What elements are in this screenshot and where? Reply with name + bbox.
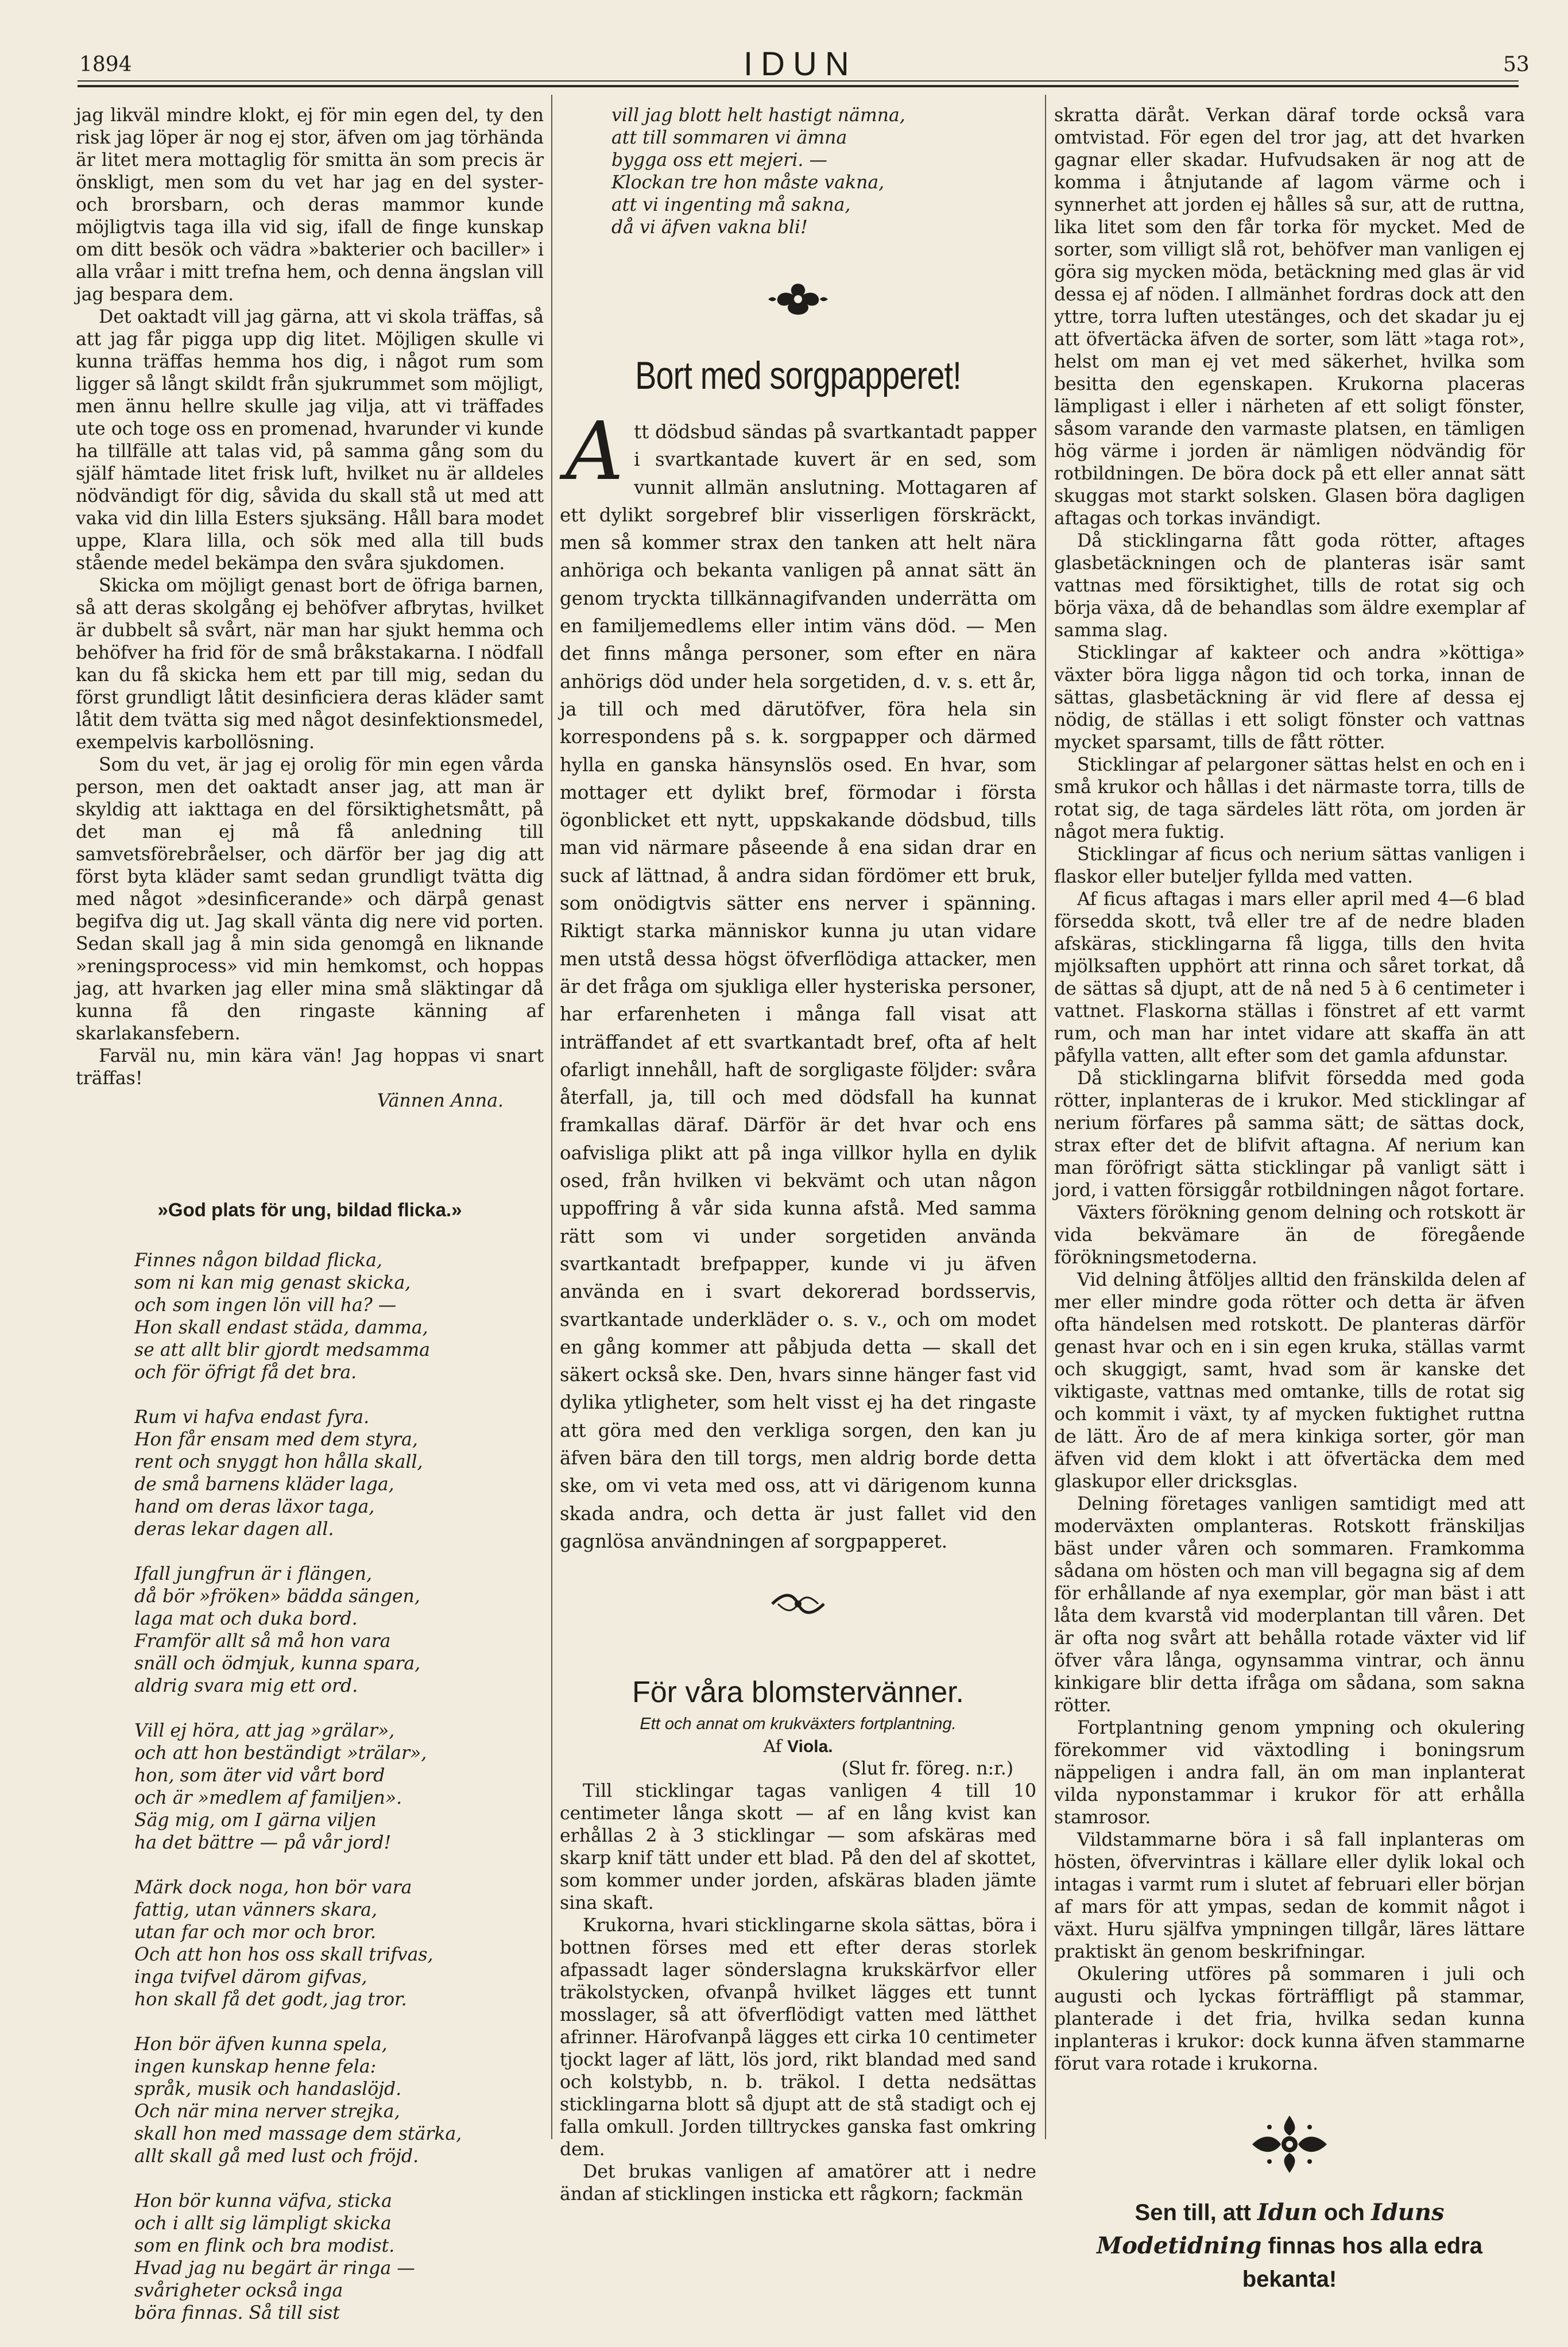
poem-continued <box>611 105 1036 239</box>
page-number: 53 <box>1503 53 1530 76</box>
poem-line: ha det bättre — på vår jord! <box>134 1832 392 1853</box>
poem-line: Hon bör äfven kunna spela, <box>134 2034 388 2055</box>
poem-line: Hon skall endast städa, damma, <box>134 1317 428 1338</box>
letter-paragraph: Det oaktadt vill jag gärna, att vi skola träffas, så att jag får pigga upp dig litet. Möjligen skulle vi kunna träffas hemma hos dig, i något rum som ligger så långt skildt från sjukrummet som möjligt, men ännu hellre skulle jag vilja, att vi träffades ute och toge oss en promenad, hvarunder vi kunde ha tillfälle att talas vid, på samma gång som du själf hämtade litet frisk luft, hvilket nu är alldeles nödvändigt för dig, såvida du skall stå ut med att vaka vid din lilla Esters sjuksäng. Håll bara modet uppe, Klara lilla, och sök med alla till buds stående medel bekämpa den svåra sjukdomen. <box>76 307 544 574</box>
masthead-title: IDUN <box>744 45 857 83</box>
ornament-icon <box>560 279 1036 319</box>
article-blom-paragraph: Växters förökning genom delning och rotskott är vida bekvämare än de föregående förökningsmetoderna. <box>1054 1203 1525 1268</box>
poem-line: att vi ingenting må sakna, <box>611 195 851 215</box>
ornament-icon <box>1054 2110 1525 2179</box>
column-1 <box>76 105 544 2347</box>
poem-line: och är »medlem af familjen». <box>134 1788 402 1808</box>
poem-line: Vill ej höra, att jag »grälar», <box>134 1720 395 1741</box>
poem-line: att till sommaren vi ämna <box>611 127 847 148</box>
poem-line: se att allt blir gjordt medsamma <box>134 1340 430 1360</box>
letter-article <box>76 105 544 1112</box>
poem-line: Säg mig, om I gärna viljen <box>134 1810 377 1831</box>
poem-stanza <box>134 2033 544 2168</box>
poem-line: deras lekar dagen all. <box>134 1519 334 1540</box>
poem-line: och att hon beständigt »trälar», <box>134 1743 427 1764</box>
author-name: Viola. <box>787 1737 833 1757</box>
poem-stanza <box>134 1563 544 1698</box>
poem-line: bygga oss ett mejeri. — <box>611 150 827 171</box>
poem-line: Klockan tre hon måste vakna, <box>611 172 885 193</box>
poem-line: då bör »fröken» bädda sängen, <box>134 1586 420 1607</box>
poem-line: snäll och ödmjuk, kunna spara, <box>134 1653 421 1674</box>
poem-line: Hon bör kunna väfva, sticka <box>134 2191 392 2211</box>
letter-paragraph: Skicka om möjligt genast bort de öfriga barnen, så att deras skolgång ej behöfver afbrytas, hvilket är dubbelt så svårt, när man har sjukt hemma och behöfver ha frid för de små bråkstakarna. I nödfall kan du få skicka hem ett par till mig, sedan du först grundligt låtit desinficiera deras kläder samt låtit dem tvätta sig med något desinfektionsmedel, exempelvis karbollösning. <box>76 575 544 753</box>
ad-iduns-modetidning: Iduns Modetidning <box>1097 2199 1445 2259</box>
article-bort-paragraph: tt dödsbud sändas på svartkantadt papper i svartkantade kuvert är en sed, som vunnit allmän anslutning. Mottagaren af ett dylikt sorgebref blir visserligen förskräckt, men så kommer strax den tanken att helt nära anhöriga och bekanta vanligen på annat sätt än genom tryckta tillkännagifvanden underrätta om en familjemedlems eller intim väns död. — Men det finns många personer, som efter en nära anhörigs död under hela sorgetiden, d. v. s. ett år, ja till och med därutöfver, föra hela sin korrespondens på s. k. sorgpapper och därmed hylla en ganska hänsynslös osed. En hvar, som mottager ett dylikt bref, förmodar i första ögonblicket ett nytt, uppskakande dödsbud, tills man vid närmare påseende å ena sidan drar en suck af lättnad, å andra sidan fördömer ett bruk, som onödigtvis sätter ens nerver i spänning. Riktigt starka människor kunna ju utan vidare men utstå dessa högst öfverflödiga attacker, men är det fråga om sjukliga eller hysteriska personer, har erfarenheten i många fall visat att inträffandet af ett svartkantadt bref, ofta af helt ofarligt innehåll, haft de sorgligaste följder: svåra återfall, ja, till och med dödsfall ha kunnat framkallas däraf. Därför är det hvar och ens oafvisliga plikt att på inga villkor hylla en dylik osed, från hvilken vi bekvämt och utan någon uppoffring å vår sida kunna afstå. Med samma rätt som vi under sorgetiden använda svartkantadt brefpapper, kunde vi ju äfven använda en i svart dekorerad bordsservis, svartkantade underkläder o. s. v., och om modet en gång kommer att påbjuda detta — skall det säkert också ske. Den, hvars sinne hänger fast vid dylika ytligheter, som helt visst ej ha det ringaste att göra med den verkliga sorgen, den kan ju äfven bära den till torgs, men aldrig borde detta ske, om vi veta med oss, att vi därigenom kunna skada andra, och detta är just fallet vid den gagnlösa användningen af sorgpapperet. <box>560 421 1036 1552</box>
article-blom-paragraph: Till sticklingar tagas vanligen 4 till 10 centimeter långa skott — af en lång kvist kan erhållas 2 à 3 sticklingar — som afskäras med skarp knif tätt under ett blad. På den del af skottet, som kommer under jorden, afskäras bladen jämte sina skaft. <box>560 1781 1036 1914</box>
advertisement <box>1054 2196 1525 2296</box>
ornament-icon <box>560 1590 1036 1618</box>
poem-line: Märk dock noga, hon bör vara <box>134 1877 412 1898</box>
continued-note: (Slut fr. föreg. n:r.) <box>841 1758 1013 1780</box>
ad-text-start: Sen till, att <box>1135 2200 1251 2225</box>
poem-line: hon, som äter vid vårt bord <box>134 1765 385 1786</box>
poem-line: vill jag blott helt hastigt nämna, <box>611 105 905 126</box>
header-year: 1894 <box>79 53 132 76</box>
letter-paragraph: Som du vet, är jag ej orolig för min egen vårda person, men det oaktadt anser jag, att man är skyldig att iakttaga en del försiktighetsmått, på det man ej må få anledning till samvetsförebråelser, och därför ber jag dig att först byta kläder samt sedan grundligt tvätta dig med något »desinficerande» och därpå genast begifva dig ut. Jag skall vänta dig nere vid porten. Sedan skall jag å min sida genomgå en liknande »reningsprocess» vid min hemkomst, och hoppas jag, att hvarken jag eller mina små släktingar då kunna få den ringaste känning af skarlakansfebern. <box>76 755 544 1044</box>
dropcap-letter: A <box>566 405 624 498</box>
letter-paragraph: Farväl nu, min kära vän! Jag hoppas vi snart träffas! <box>76 1046 544 1089</box>
column-2 <box>560 105 1036 2206</box>
author-prefix: Af <box>763 1737 782 1757</box>
article-blom-paragraph: Då sticklingarna blifvit försedda med goda rötter, inplanteras de i krukor. Med sticklingar af nerium förfares på samma sätt; de sättas dock, strax efter det de blifvit aftagna. Af nerium kan man föröfrigt sätta sticklingar på vanligt sätt i jord, i vatten försiggår rotbildningen något fortare. <box>1054 1068 1525 1201</box>
poem-line: rent och snyggt hon hålla skall, <box>134 1452 423 1472</box>
poem <box>134 1250 544 2325</box>
letter-signature: Vännen Anna. <box>377 1091 504 1111</box>
poem-line: Och att hon hos oss skall trifvas, <box>134 1944 433 1965</box>
poem-line: Hon får ensam med dem styra, <box>134 1429 418 1450</box>
article-blom-paragraph: Sticklingar af kakteer och andra »köttiga» växter böra ligga någon tid och torka, innan de sättas, glasbetäckning är vid flere af dessa ej nödig, de ställas i ett soligt fönster och vattnas mycket sparsamt, tills de fått rötter. <box>1054 643 1525 753</box>
article-blom-paragraph: Sticklingar af pelargoner sättas helst en och en i små krukor och hållas i det närmaste torra, tills de rotat sig, de taga särdeles lätt röta, om jorden är något mera fuktig. <box>1054 755 1525 842</box>
poem-stanza <box>134 1250 544 1384</box>
poem-line: Finnes någon bildad flicka, <box>134 1250 382 1271</box>
column-3 <box>1054 105 1525 2296</box>
article-blom-paragraph: Vid delning åtföljes alltid den fränskilda delen af mer eller mindre goda rötter och detta är äfven ofta händelsen med rotskott. De planteras därför genast hvar och en i sin egen kruka, ställas varmt och skuggigt, samt, hvad som är kanske det viktigaste, vattnas med omtanke, tills de rotat sig och kommit i växt, ty af mycken fuktighet ruttna de lätt. Äro de af mera kinkiga sorter, gör man äfven vid dem klokt i att öfvertäcka dem med glaskupor eller dricksglas. <box>1054 1270 1525 1492</box>
poem-line: och som ingen lön vill ha? — <box>134 1295 397 1316</box>
column-divider-1 <box>551 95 552 2139</box>
poem-line: Och när mina nerver strejka, <box>134 2101 400 2122</box>
poem-line: skall hon med massage dem stärka, <box>134 2124 462 2144</box>
article-author-line <box>560 1735 1036 1758</box>
article-title-blom: För våra blomstervänner. <box>632 1676 965 1710</box>
poem-line: svårigheter också inga <box>134 2280 343 2301</box>
article-blom-paragraph: Vildstammarne böra i så fall inplanteras om hösten, öfvervintras i källare eller dylik lokal och intagas i varmt rum i slutet af februari eller början af mars för att ympas, sedan de kommit något i växt. Huru själfva ympningen tillgår, läres lättare praktiskt än genom beskrifningar. <box>1054 1830 1525 1962</box>
article-blom-paragraph: Sticklingar af ficus och nerium sättas vanligen i flaskor eller buteljer fyllda med vatten. <box>1054 844 1525 887</box>
header-rule-thick <box>78 85 1519 87</box>
poem-line: och för öfrigt få det bra. <box>134 1362 357 1383</box>
letter-paragraph: jag likväl mindre klokt, ej för min egen del, ty den risk jag löper är nog ej stor, äfven om jag törhända är litet mera mottaglig för smitta än som precis är önskligt, men som du vet har jag en del syster- och brorsbarn, och deras mammor kunde möjligtvis taga illa vid sig, ifall de finge kunskap om ditt besök och vädra »bakterier och baciller» i alla vråar i mitt trefna hem, och denna ängslan vill jag bespara dem. <box>76 105 544 305</box>
poem-line: ingen kunskap henne fela: <box>134 2056 377 2077</box>
poem-line: utan far och mor och bror. <box>134 1922 377 1943</box>
article-blom-paragraph: Af ficus aftagas i mars eller april med 4—6 blad försedda skott, två eller tre af de nedre bladen afskäras, sticklingarna få ligga, tills den hvita mjölksaften upphört att rinna och såret torkat, då de sättas så djupt, att de nå ned 5 à 6 centimeter i vattnet. Flaskorna ställas i fönstret af ett varmt rum, och man har intet vidare att skaffa än att påfylla vatten, allt efter som det gamla afdunstar. <box>1054 889 1525 1066</box>
poem-line: allt skall gå med lust och fröjd. <box>134 2146 419 2167</box>
ad-idun: Idun <box>1257 2199 1318 2226</box>
poem-line: som ni kan mig genast skicka, <box>134 1273 411 1293</box>
poem-line: de små barnens kläder laga, <box>134 1474 394 1495</box>
poem-line: fattig, utan vänners skara, <box>134 1900 377 1920</box>
article-blom-paragraph: Krukorna, hvari sticklingarne skola sättas, böra i bottnen förses med ett efter deras storlek afpassadt lager sönderslagna krukskärfvor eller träkolstycken, ofvanpå hvilket lägges ett tunnt mosslager, så att öfverflödigt vatten med lätthet afrinner. Härofvanpå lägges ett cirka 10 centimeter tjockt lager af lätt, lös jord, rikt blandad med sand och kolstybb, n. b. träkol. I detta nedsättas sticklingarna blott så djupt att de stå stadigt och ej falla omkull. Jorden tilltryckes ganska fast omkring dem. <box>560 1915 1036 2160</box>
poem-stanza <box>134 1877 544 2011</box>
poem-line: då vi äfven vakna bli! <box>611 217 808 238</box>
poem-line: Framför allt så må hon vara <box>134 1631 391 1652</box>
column-divider-2 <box>1045 95 1046 2139</box>
poem-line: Rum vi hafva endast fyra. <box>134 1407 370 1428</box>
article-blom-paragraph: Delning företages vanligen samtidigt med att moderväxten omplanteras. Rotskott fränskiljas bäst under våren och sommaren. Framkomma sådana om hösten och man vill begagna sig af dem för erhållande af nya exemplar, gör man bäst i att låta dem kvarstå vid moderplantan till våren. Det är ofta nog svårt att behålla rotade växter vid lif öfver våra långa, ogynsamma vintrar, och ännu kinkigare blir detta ifråga om sådana, som sakna rötter. <box>1054 1494 1525 1716</box>
poem-line: aldrig svara mig ett ord. <box>134 1676 358 1696</box>
ad-text-end: finnas hos alla edra bekanta! <box>1242 2233 1482 2292</box>
article-blom-paragraph: Det brukas vanligen af amatörer att i nedre ändan af sticklingen insticka ett rågkorn; fackmän <box>560 2162 1036 2205</box>
poem-line: Ifall jungfrun är i flängen, <box>134 1564 372 1584</box>
article-title-bort: Bort med sorgpapperet! <box>635 354 961 397</box>
poem-line: som en flink och bra modist. <box>134 2236 395 2256</box>
poem-line: språk, musik och handaslöjd. <box>134 2079 402 2099</box>
letter-signature-line <box>76 1090 544 1112</box>
poem-title: »God plats för ung, bildad flicka.» <box>157 1199 462 1220</box>
poem-line: hand om deras läxor taga, <box>134 1497 375 1517</box>
article-bort-body <box>560 405 1036 1555</box>
ad-och: och <box>1323 2200 1365 2225</box>
article-blom-paragraph: Fortplantning genom ympning och okulering förekommer vid växtodling i boningsrum näppeligen i andra fall, än om man inplanterat vilda nyponstammar i krukor för att erhålla stamrosor. <box>1054 1718 1525 1828</box>
poem-line: böra finnas. Så till sist <box>134 2303 340 2323</box>
header-rule-thin <box>78 80 1519 82</box>
article-blom-paragraph: Då sticklingarna fått goda rötter, aftages glasbetäckningen och de planteras isär samt vattnas med försiktighet, tills de rotat sig och börja växa, då de behandlas som äldre exemplar af samma slag. <box>1054 531 1525 641</box>
poem-line: Hvad jag nu begärt är ringa — <box>134 2258 415 2279</box>
poem-line: laga mat och duka bord. <box>134 1609 358 1629</box>
poem-stanza <box>134 1406 544 1541</box>
article-blom-paragraph: skratta däråt. Verkan däraf torde också vara omtvistad. För egen del tror jag, att det hvarken gagnar eller skadar. Hufvudsaken är nog att de komma i åtnjutande af lagom värme och i synnerhet att jorden ej hålles så sur, att de ruttna, lika litet som den får torka för mycket. Med de sorter, som villigt slå rot, behöfver man vanligen ej göra sig mycken möda, betäckning med glas är vid dessa ej af nöden. I allmänhet fordras dock att den yttre, torra luften utestänges, och det skadar ju ej att öfvertäcka äfven de sorter, som lätt »taga rot», helst om man ej vet med säkerhet, hvilka som besitta den egenskapen. Krukorna placeras lämpligast i eller i närheten af ett soligt fönster, såsom varande den varmaste platsen, en tämligen hög värme i jorden är nämligen nödvändig för rotbildningen. De böra dock på ett eller annat sätt skuggas mot starkt solsken. Glasen böra dagligen aftagas och torkas invändigt. <box>1054 105 1525 529</box>
poem-line: inga tvifvel därom gifvas, <box>134 1967 367 1988</box>
poem-stanza <box>134 1720 544 1854</box>
article-blom-paragraph: Okulering utföres på sommaren i juli och augusti och lyckas förträffligt på stammar, planterade i det fria, hvilka sedan kunna inplanteras i krukor: dock kunna äfven stammarne förut vara rotade i krukorna. <box>1054 1964 1525 2074</box>
article-subtitle-blom: Ett och annat om krukväxters fortplantning. <box>640 1715 957 1734</box>
poem-line: och i allt sig lämpligt skicka <box>134 2213 392 2234</box>
poem-stanza <box>134 2190 544 2325</box>
poem-line: hon skall få det godt, jag tror. <box>134 1989 407 2010</box>
